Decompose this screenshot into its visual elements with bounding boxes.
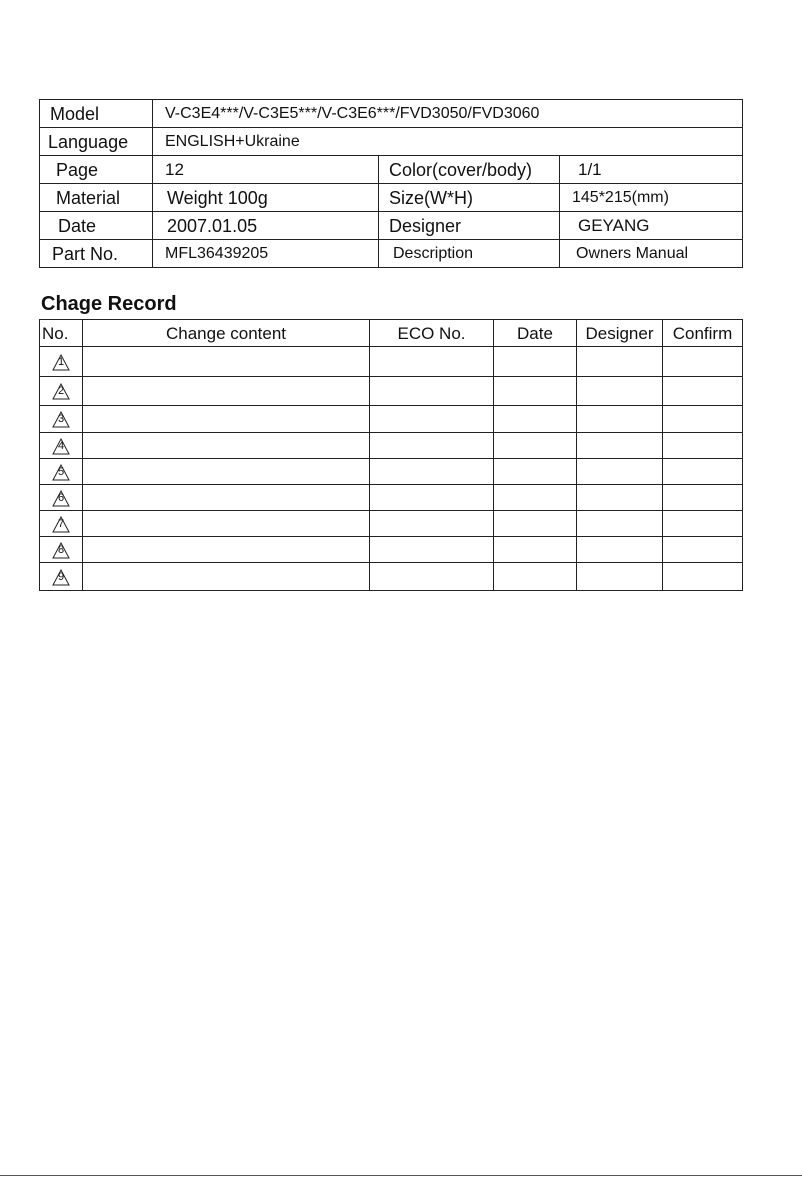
change-content-cell <box>83 377 370 406</box>
designer-cell <box>577 485 663 511</box>
change-content-cell <box>83 459 370 485</box>
confirm-cell <box>663 433 743 459</box>
table-row <box>40 537 743 563</box>
size-label: Size(W*H) <box>379 184 560 212</box>
language-value: ENGLISH+Ukraine <box>153 128 743 156</box>
date-cell <box>494 406 577 433</box>
eco-no-cell <box>370 347 494 377</box>
spec-row-language <box>40 128 743 156</box>
revision-number-cell <box>40 563 83 591</box>
eco-no-cell <box>370 459 494 485</box>
size-value: 145*215(mm) <box>560 184 743 212</box>
date-cell <box>494 347 577 377</box>
change-content-cell <box>83 511 370 537</box>
header-change-content: Change content <box>83 320 370 347</box>
revision-number: 4 <box>57 439 65 452</box>
header-eco-no: ECO No. <box>370 320 494 347</box>
confirm-cell <box>663 459 743 485</box>
designer-cell <box>577 563 663 591</box>
revision-number: 1 <box>57 355 65 368</box>
revision-triangle-icon <box>52 490 70 507</box>
date-label: Date <box>40 212 153 240</box>
header-confirm: Confirm <box>663 320 743 347</box>
header-no: No. <box>40 320 83 347</box>
revision-number-cell <box>40 377 83 406</box>
designer-cell <box>577 433 663 459</box>
partno-label: Part No. <box>40 240 153 268</box>
eco-no-cell <box>370 406 494 433</box>
date-cell <box>494 537 577 563</box>
date-cell <box>494 485 577 511</box>
revision-number: 6 <box>57 491 65 504</box>
table-row <box>40 433 743 459</box>
designer-cell <box>577 347 663 377</box>
change-content-cell <box>83 347 370 377</box>
partno-value: MFL36439205 <box>153 240 379 268</box>
change-record-table <box>39 319 743 591</box>
description-value: Owners Manual <box>560 240 743 268</box>
confirm-cell <box>663 347 743 377</box>
color-value: 1/1 <box>560 156 743 184</box>
revision-number: 9 <box>57 570 65 583</box>
eco-no-cell <box>370 537 494 563</box>
confirm-cell <box>663 563 743 591</box>
date-cell <box>494 433 577 459</box>
spec-table <box>39 99 743 268</box>
change-content-cell <box>83 537 370 563</box>
spec-row-material <box>40 184 743 212</box>
table-row <box>40 406 743 433</box>
revision-number-cell <box>40 433 83 459</box>
eco-no-cell <box>370 563 494 591</box>
date-value: 2007.01.05 <box>153 212 379 240</box>
designer-value: GEYANG <box>560 212 743 240</box>
table-row <box>40 459 743 485</box>
revision-number-cell <box>40 511 83 537</box>
eco-no-cell <box>370 511 494 537</box>
header-designer: Designer <box>577 320 663 347</box>
confirm-cell <box>663 485 743 511</box>
designer-cell <box>577 537 663 563</box>
designer-cell <box>577 511 663 537</box>
model-label: Model <box>40 100 153 128</box>
designer-cell <box>577 459 663 485</box>
revision-number-cell <box>40 406 83 433</box>
model-value: V-C3E4***/V-C3E5***/V-C3E6***/FVD3050/FVD3060 <box>153 100 743 128</box>
revision-number-cell <box>40 485 83 511</box>
eco-no-cell <box>370 433 494 459</box>
change-content-cell <box>83 433 370 459</box>
revision-triangle-icon <box>52 542 70 559</box>
table-row <box>40 511 743 537</box>
confirm-cell <box>663 377 743 406</box>
designer-cell <box>577 377 663 406</box>
revision-number: 5 <box>57 465 65 478</box>
color-label: Color(cover/body) <box>379 156 560 184</box>
table-row <box>40 347 743 377</box>
confirm-cell <box>663 406 743 433</box>
change-content-cell <box>83 563 370 591</box>
revision-number: 2 <box>57 385 65 397</box>
revision-triangle-icon <box>52 464 70 481</box>
revision-number: 7 <box>57 517 65 530</box>
page-bottom-rule <box>0 1175 802 1176</box>
revision-number: 3 <box>57 413 65 425</box>
table-row <box>40 377 743 406</box>
revision-triangle-icon <box>52 516 70 533</box>
header-date: Date <box>494 320 577 347</box>
change-content-cell <box>83 406 370 433</box>
description-label: Description <box>379 240 560 268</box>
change-record-header-row <box>40 320 743 347</box>
eco-no-cell <box>370 485 494 511</box>
confirm-cell <box>663 537 743 563</box>
material-label: Material <box>40 184 153 212</box>
date-cell <box>494 459 577 485</box>
date-cell <box>494 511 577 537</box>
eco-no-cell <box>370 377 494 406</box>
change-content-cell <box>83 485 370 511</box>
designer-cell <box>577 406 663 433</box>
revision-number-cell <box>40 347 83 377</box>
revision-number: 8 <box>57 543 65 556</box>
table-row <box>40 485 743 511</box>
confirm-cell <box>663 511 743 537</box>
revision-number-cell <box>40 537 83 563</box>
designer-label: Designer <box>379 212 560 240</box>
revision-triangle-icon <box>52 569 70 586</box>
revision-number-cell <box>40 459 83 485</box>
table-row <box>40 563 743 591</box>
spec-row-model <box>40 100 743 128</box>
revision-triangle-icon <box>52 411 70 428</box>
page-label: Page <box>40 156 153 184</box>
date-cell <box>494 377 577 406</box>
revision-triangle-icon <box>52 438 70 455</box>
revision-triangle-icon <box>52 383 70 400</box>
spec-row-page <box>40 156 743 184</box>
revision-triangle-icon <box>52 354 70 371</box>
page-value: 12 <box>153 156 379 184</box>
change-record-title: Chage Record <box>41 293 177 315</box>
material-value: Weight 100g <box>153 184 379 212</box>
change-record-body <box>40 347 743 591</box>
language-label: Language <box>40 128 153 156</box>
spec-row-date <box>40 212 743 240</box>
spec-row-partno <box>40 240 743 268</box>
date-cell <box>494 563 577 591</box>
